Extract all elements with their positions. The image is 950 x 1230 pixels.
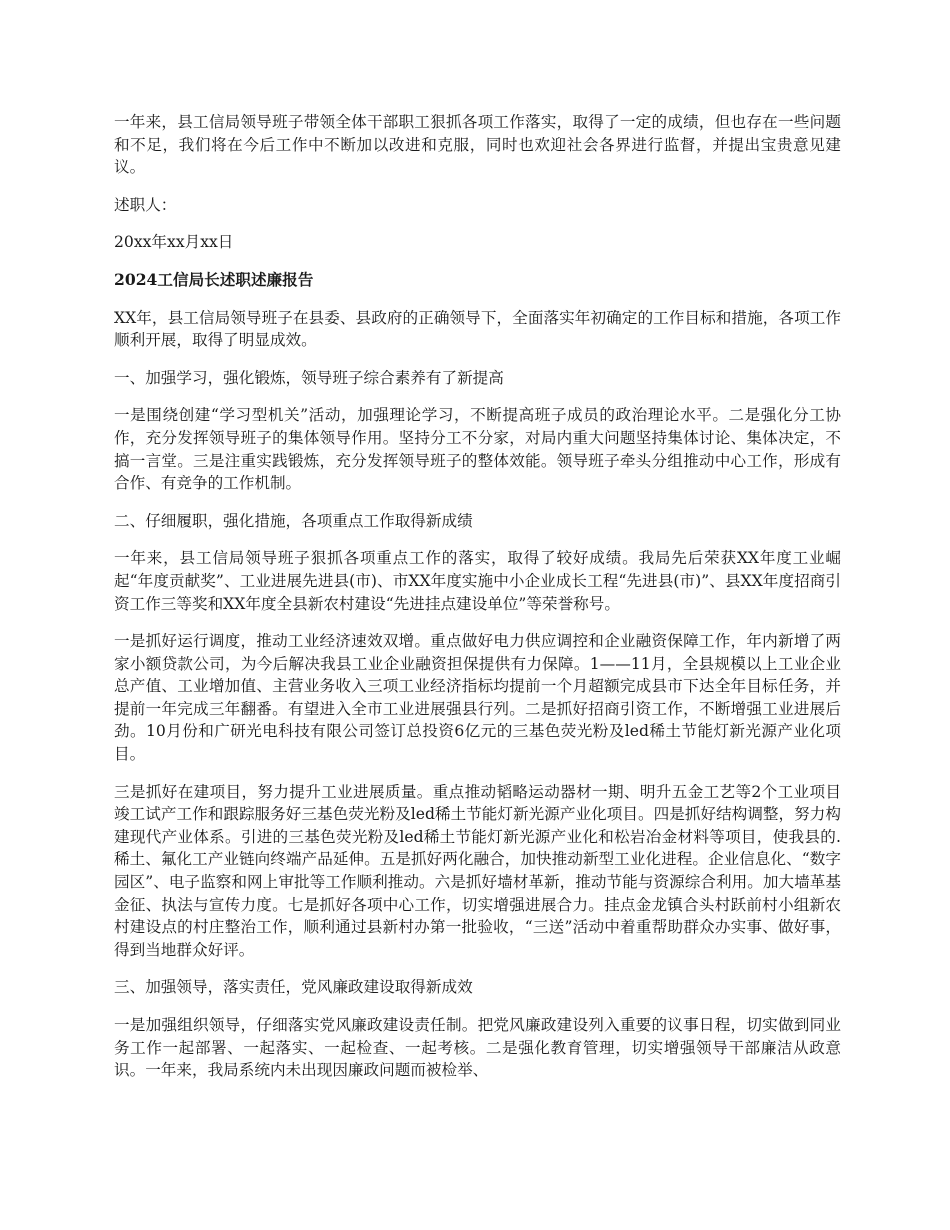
section-heading-1: 一、加强学习，强化锻炼，领导班子综合素养有了新提高 [114, 368, 504, 387]
paragraph-operations: 一是抓好运行调度，推动工业经济速效双增。重点做好电力供应调控和企业融资保障工作，年内新增了两家小额贷款公司，为今后解决我县工业企业融资担保提供有力保障。1——11月，全县规模以上工业企业总产值、工业增加值、主营业务收入三项工业经济指标均提前一个月超额完成县市下达全年目标任务，并提前一年完成三年翻番。有望进入全市工业进展强县行列。二是抓好招商引资工作，不断增强工业进展后劲。10月份和广研光电科技有限公司签订总投资6亿元的三基色荧光粉及led稀土节能灯新光源产业化项目。 [114, 632, 841, 764]
paragraph-overview: XX年，县工信局领导班子在县委、县政府的正确领导下，全面落实年初确定的工作目标和措施，各项工作顺利开展，取得了明显成效。 [114, 308, 841, 350]
paragraph-intro-summary: 一年来，县工信局领导班子带领全体干部职工狠抓各项工作落实，取得了一定的成绩，但也存在一些问题和不足，我们将在今后工作中不断加以改进和克服，同时也欢迎社会各界进行监督，并提出宝贵意见建议。 [114, 113, 841, 177]
section-heading-2: 二、仔细履职，强化措施，各项重点工作取得新成绩 [114, 511, 473, 530]
paragraph-section-1: 一是围绕创建“学习型机关”活动，加强理论学习，不断提高班子成员的政治理论水平。二是强化分工协作，充分发挥领导班子的集体领导作用。坚持分工不分家，对局内重大问题坚持集体讨论、集体决定，不搞一言堂。三是注重实践锻炼，充分发挥领导班子的整体效能。领导班子牵头分组推动中心工作，形成有合作、有竞争的工作机制。 [114, 406, 841, 493]
section-heading-3: 三、加强领导，落实责任，党风廉政建设取得新成效 [114, 978, 473, 997]
paragraph-honors: 一年来，县工信局领导班子狠抓各项重点工作的落实，取得了较好成绩。我局先后荣获XX年度工业崛起“年度贡献奖”、工业进展先进县(市)、市XX年度实施中小企业成长工程“先进县(市)”、县XX年度招商引资工作三等奖和XX年度全县新农村建设“先进挂点建设单位”等荣誉称号。 [114, 549, 841, 613]
document-page [114, 111, 841, 1097]
paragraph-section-3: 一是加强组织领导，仔细落实党风廉政建设责任制。把党风廉政建设列入重要的议事日程，切实做到同业务工作一起部署、一起落实、一起检查、一起考核。二是强化教育管理，切实增强领导干部廉洁从政意识。一年来，我局系统内未出现因廉政问题而被检举、 [114, 1016, 841, 1080]
report-title: 2024工信局长述职述廉报告 [114, 269, 314, 289]
paragraph-date: 20xx年xx月xx日 [114, 233, 234, 252]
paragraph-speaker-label: 述职人： [114, 195, 177, 214]
paragraph-projects: 三是抓好在建项目，努力提升工业进展质量。重点推动韬略运动器材一期、明升五金工艺等2个工业项目竣工试产工作和跟踪服务好三基色荧光粉及led稀土节能灯新光源产业化项目。四是抓好结构调整，努力构建现代产业体系。引进的三基色荧光粉及led稀土节能灯新光源产业化和松岩冶金材料等项目，使我县的.稀土、氟化工产业链向终端产品延伸。五是抓好两化融合，加快推动新型工业化进程。企业信息化、“数字园区”、电子监察和网上审批等工作顺利推动。六是抓好墙材革新，推动节能与资源综合利用。加大墙革基金征、执法与宣传力度。七是抓好各项中心工作，切实增强进展合力。挂点金龙镇合头村跃前村小组新农村建设点的村庄整治工作，顺利通过县新村办第一批验收，“三送”活动中着重帮助群众办实事、做好事，得到当地群众好评。 [114, 782, 841, 959]
